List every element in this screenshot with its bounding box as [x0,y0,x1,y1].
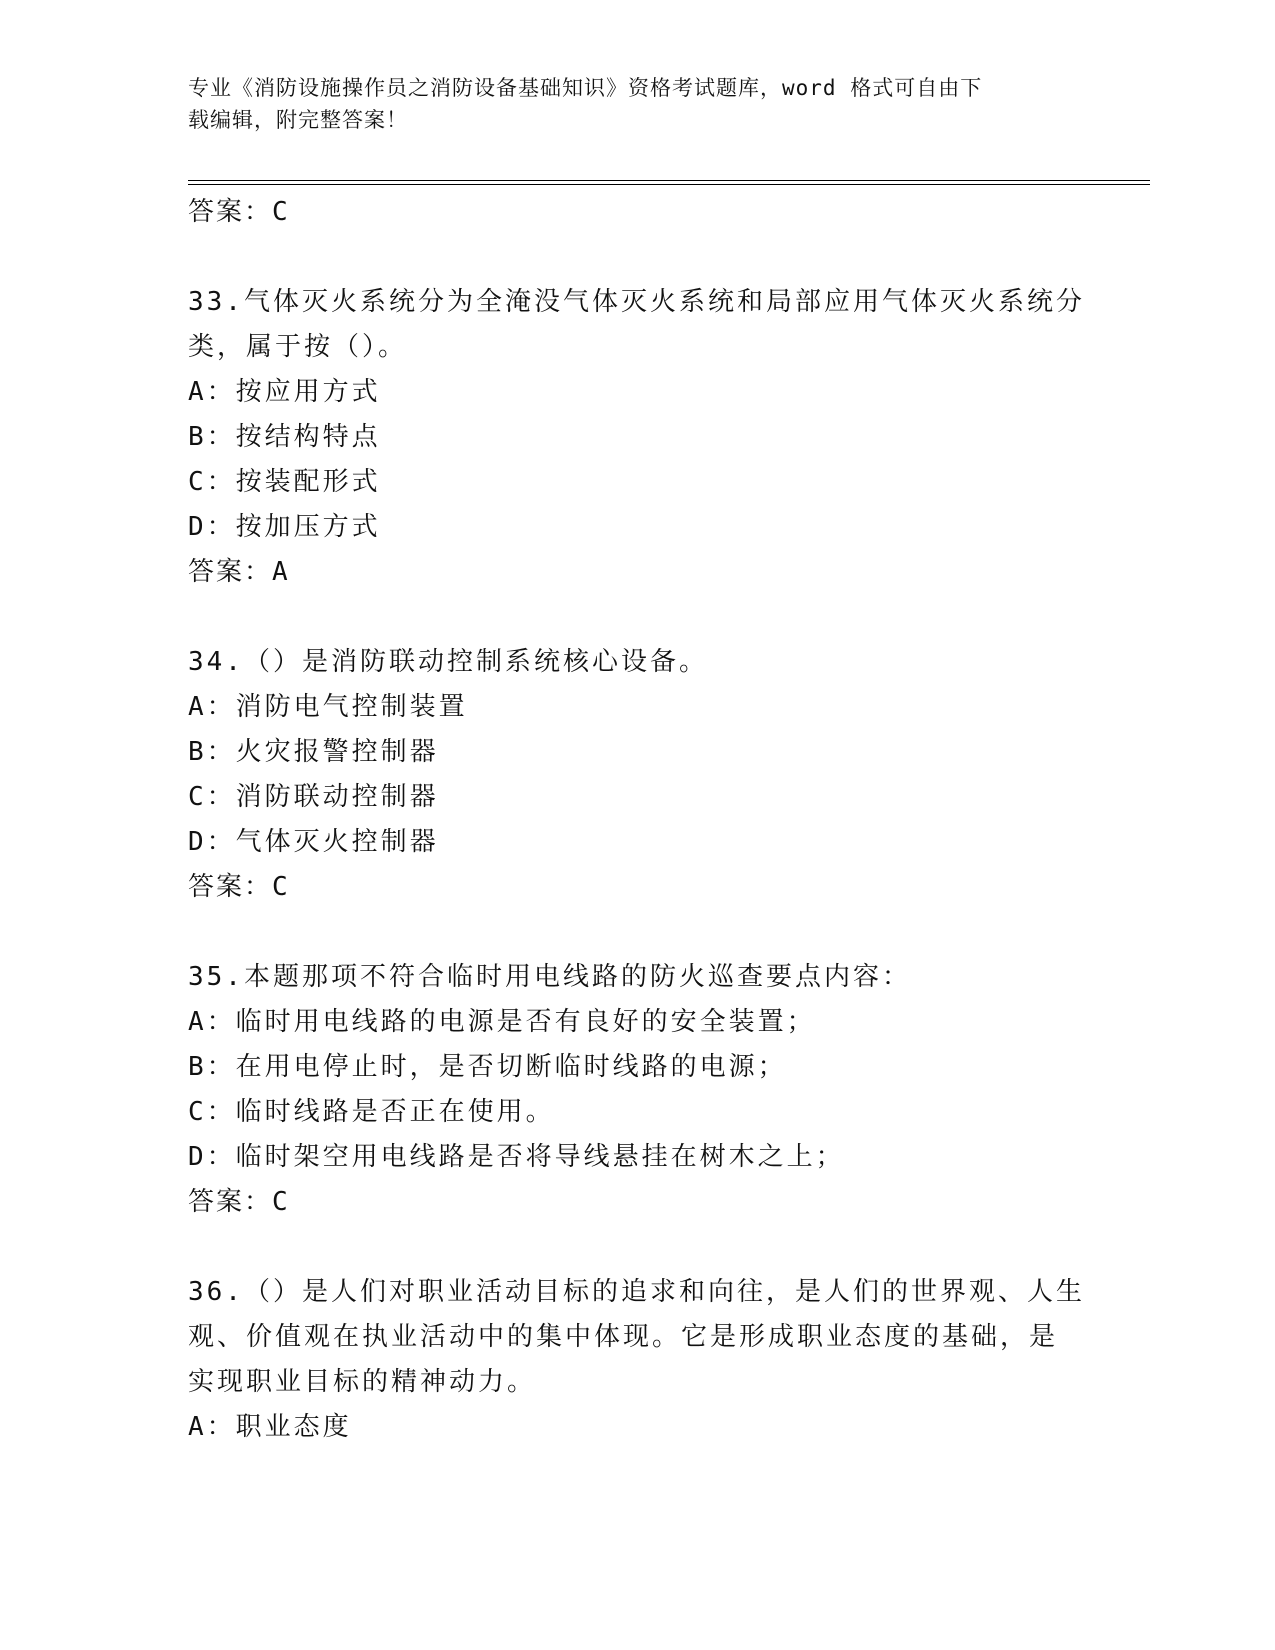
answer: 答案：A [188,557,290,587]
question-33 [188,280,1088,595]
option-d: D：按加压方式 [188,512,381,542]
option-d: D：气体灭火控制器 [188,827,439,857]
header-rule-bottom [188,184,1150,185]
question-36 [188,1270,1088,1450]
option-b: B：火灾报警控制器 [188,737,439,767]
header-rule-top [188,180,1150,181]
question-text-line: 34.（）是消防联动控制系统核心设备。 [188,647,708,677]
option-c: C：消防联动控制器 [188,782,439,812]
option-a: A：临时用电线路的电源是否有良好的安全装置； [188,1007,816,1037]
option-b: B：在用电停止时，是否切断临时线路的电源； [188,1052,787,1082]
page-header [188,72,1068,136]
answer: 答案：C [188,872,290,902]
option-c: C：临时线路是否正在使用。 [188,1097,555,1127]
question-text-line: 实现职业目标的精神动力。 [188,1367,537,1397]
question-text-line: 33.气体灭火系统分为全淹没气体灭火系统和局部应用气体灭火系统分 [188,287,1085,317]
question-text-line: 36.（）是人们对职业活动目标的追求和向往，是人们的世界观、人生 [188,1277,1085,1307]
option-c: C：按装配形式 [188,467,381,497]
question-text-line: 35.本题那项不符合临时用电线路的防火巡查要点内容： [188,962,911,992]
option-a: A：按应用方式 [188,377,381,407]
question-text-line: 类，属于按（）。 [188,332,408,362]
question-content [188,190,1088,1450]
question-34 [188,640,1088,910]
option-b: B：按结构特点 [188,422,381,452]
answer: 答案：C [188,1187,290,1217]
question-text-line: 观、价值观在执业活动中的集中体现。它是形成职业态度的基础，是 [188,1322,1059,1352]
option-d: D：临时架空用电线路是否将导线悬挂在树木之上； [188,1142,845,1172]
header-line-2: 载编辑，附完整答案！ [188,108,408,132]
previous-answer: 答案：C [188,197,290,227]
option-a: A：职业态度 [188,1412,352,1442]
question-35 [188,955,1088,1225]
option-a: A：消防电气控制装置 [188,692,468,722]
header-line-1: 专业《消防设施操作员之消防设备基础知识》资格考试题库，word 格式可自由下 [188,76,983,100]
